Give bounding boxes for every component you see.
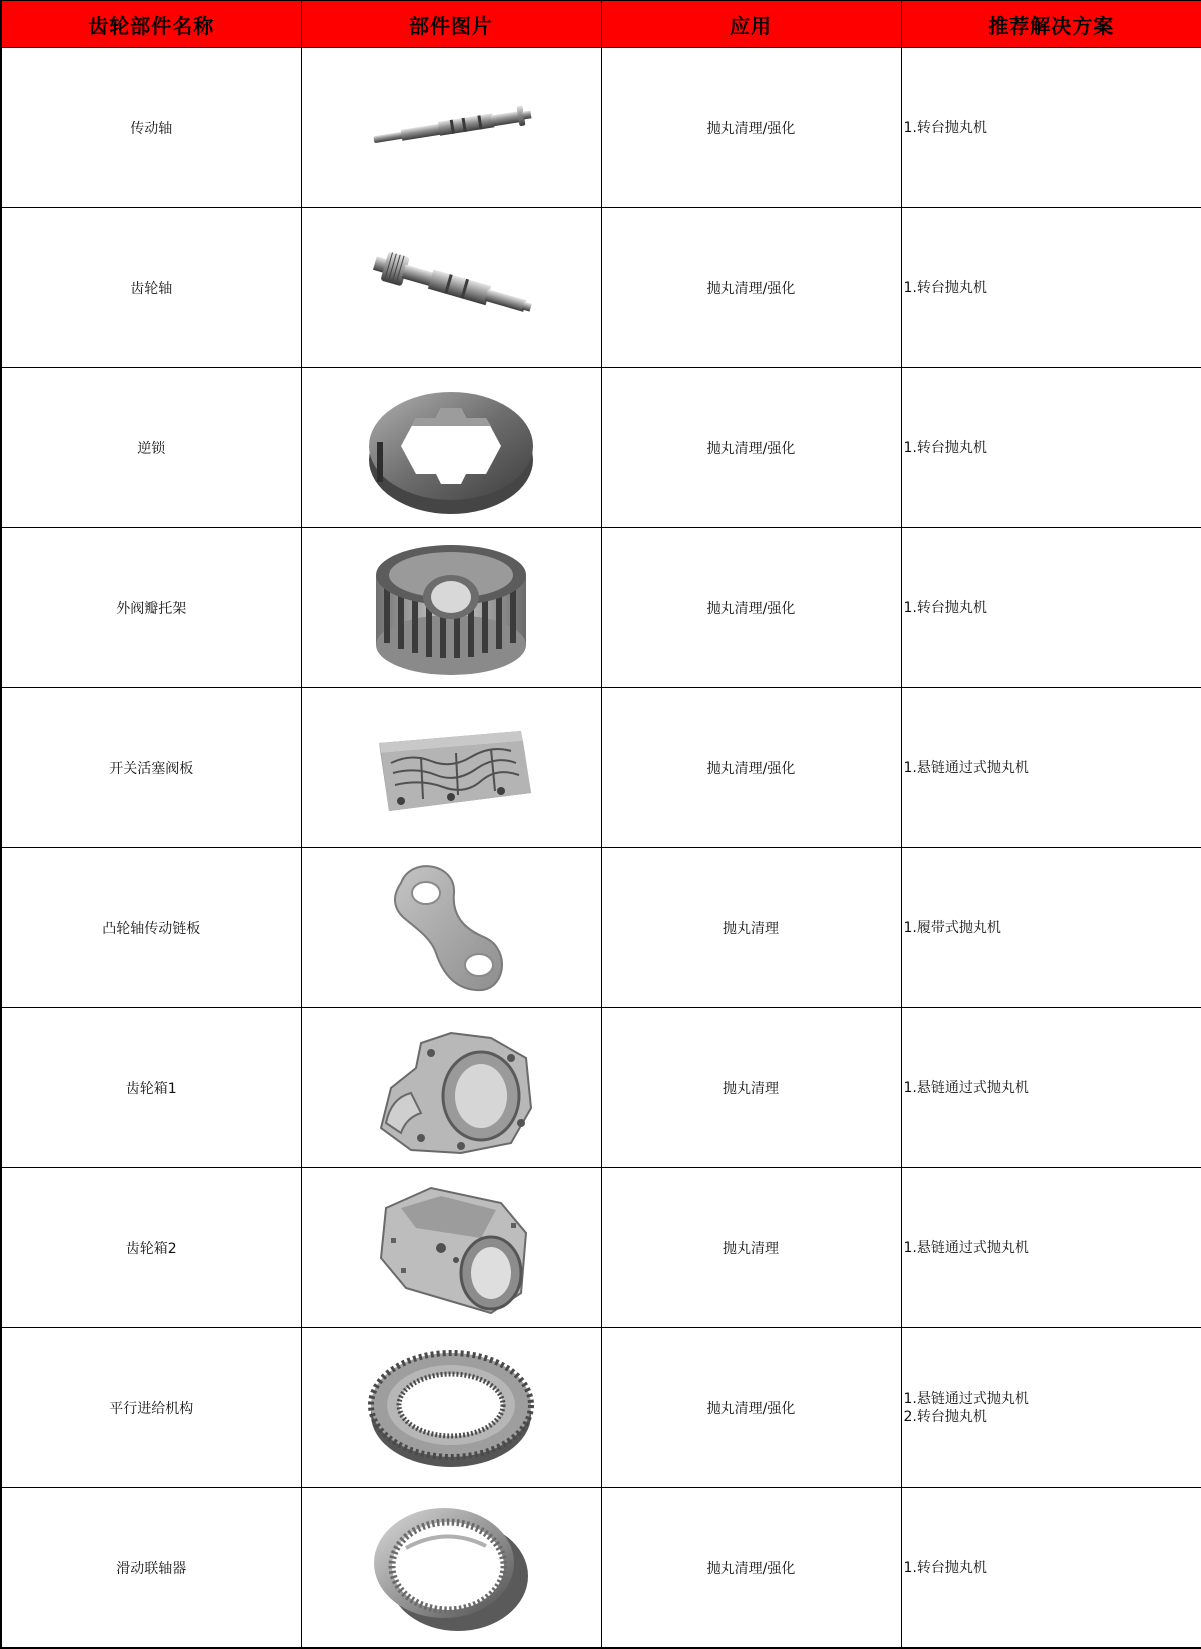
solution-line: 1.转台抛丸机: [904, 1559, 1201, 1577]
chain-link-plate-photo: [376, 858, 526, 998]
outer-clutch-drum-photo: [366, 535, 536, 680]
part-name-cell: 逆锁: [1, 368, 301, 528]
table-row: [1, 1328, 1201, 1488]
solution-cell: [901, 1328, 1201, 1488]
solution-line: 1.转台抛丸机: [904, 439, 1201, 457]
part-image-cell: [301, 1328, 601, 1488]
part-name-cell: 开关活塞阀板: [1, 688, 301, 848]
table-row: [1, 848, 1201, 1008]
solution-cell: [901, 368, 1201, 528]
table-row: [1, 48, 1201, 208]
part-name-cell: 凸轮轴传动链板: [1, 848, 301, 1008]
part-name-cell: 外阀瓣托架: [1, 528, 301, 688]
solution-line: 1.转台抛丸机: [904, 119, 1201, 137]
transmission-shaft-photo: [351, 98, 551, 158]
solution-cell: [901, 208, 1201, 368]
part-name-cell: 平行进给机构: [1, 1328, 301, 1488]
application-cell: 抛丸清理: [601, 1008, 901, 1168]
gearbox-housing-2-photo: [361, 1178, 541, 1318]
gearbox-housing-1-photo: [361, 1018, 541, 1158]
table-row: [1, 368, 1201, 528]
application-cell: 抛丸清理/强化: [601, 1328, 901, 1488]
application-cell: 抛丸清理/强化: [601, 1488, 901, 1649]
table-row: [1, 1008, 1201, 1168]
table-row: [1, 1168, 1201, 1328]
application-cell: 抛丸清理/强化: [601, 688, 901, 848]
solution-line: 1.悬链通过式抛丸机: [904, 1239, 1201, 1257]
solution-line: 1.悬链通过式抛丸机: [904, 1390, 1201, 1408]
solution-line: 1.转台抛丸机: [904, 279, 1201, 297]
table-row: [1, 528, 1201, 688]
part-name-cell: 齿轮箱1: [1, 1008, 301, 1168]
part-image-cell: [301, 368, 601, 528]
valve-plate-photo: [361, 713, 541, 823]
table-row: [1, 1488, 1201, 1649]
part-image-cell: [301, 688, 601, 848]
part-image-cell: [301, 1488, 601, 1649]
gear-shaft-photo: [351, 243, 551, 333]
application-cell: 抛丸清理: [601, 848, 901, 1008]
synchronizer-ring-photo: [366, 1343, 536, 1473]
solution-cell: [901, 1488, 1201, 1649]
solution-cell: [901, 1168, 1201, 1328]
header-part-image: 部件图片: [301, 1, 601, 48]
solution-cell: [901, 48, 1201, 208]
solution-line: 1.履带式抛丸机: [904, 919, 1201, 937]
part-name-cell: 齿轮轴: [1, 208, 301, 368]
header-application: 应用: [601, 1, 901, 48]
part-name-cell: 传动轴: [1, 48, 301, 208]
solution-cell: [901, 1008, 1201, 1168]
solution-cell: [901, 688, 1201, 848]
solution-line: 1.悬链通过式抛丸机: [904, 1079, 1201, 1097]
table-row: [1, 208, 1201, 368]
solution-line: 2.转台抛丸机: [904, 1408, 1201, 1426]
part-image-cell: [301, 48, 601, 208]
header-recommended-solution: 推荐解决方案: [901, 1, 1201, 48]
table-row: [1, 688, 1201, 848]
sliding-sleeve-photo: [366, 1498, 536, 1638]
solution-cell: [901, 528, 1201, 688]
application-cell: 抛丸清理/强化: [601, 208, 901, 368]
part-image-cell: [301, 528, 601, 688]
table-header-row: [1, 1, 1201, 48]
application-cell: 抛丸清理/强化: [601, 368, 901, 528]
solution-cell: [901, 848, 1201, 1008]
part-image-cell: [301, 1008, 601, 1168]
part-name-cell: 齿轮箱2: [1, 1168, 301, 1328]
solution-line: 1.转台抛丸机: [904, 599, 1201, 617]
part-image-cell: [301, 208, 601, 368]
application-cell: 抛丸清理/强化: [601, 48, 901, 208]
part-name-cell: 滑动联轴器: [1, 1488, 301, 1649]
part-image-cell: [301, 1168, 601, 1328]
application-cell: 抛丸清理/强化: [601, 528, 901, 688]
header-part-name: 齿轮部件名称: [1, 1, 301, 48]
part-image-cell: [301, 848, 601, 1008]
application-cell: 抛丸清理: [601, 1168, 901, 1328]
reverse-lock-photo: [361, 378, 541, 518]
solution-line: 1.悬链通过式抛丸机: [904, 759, 1201, 777]
